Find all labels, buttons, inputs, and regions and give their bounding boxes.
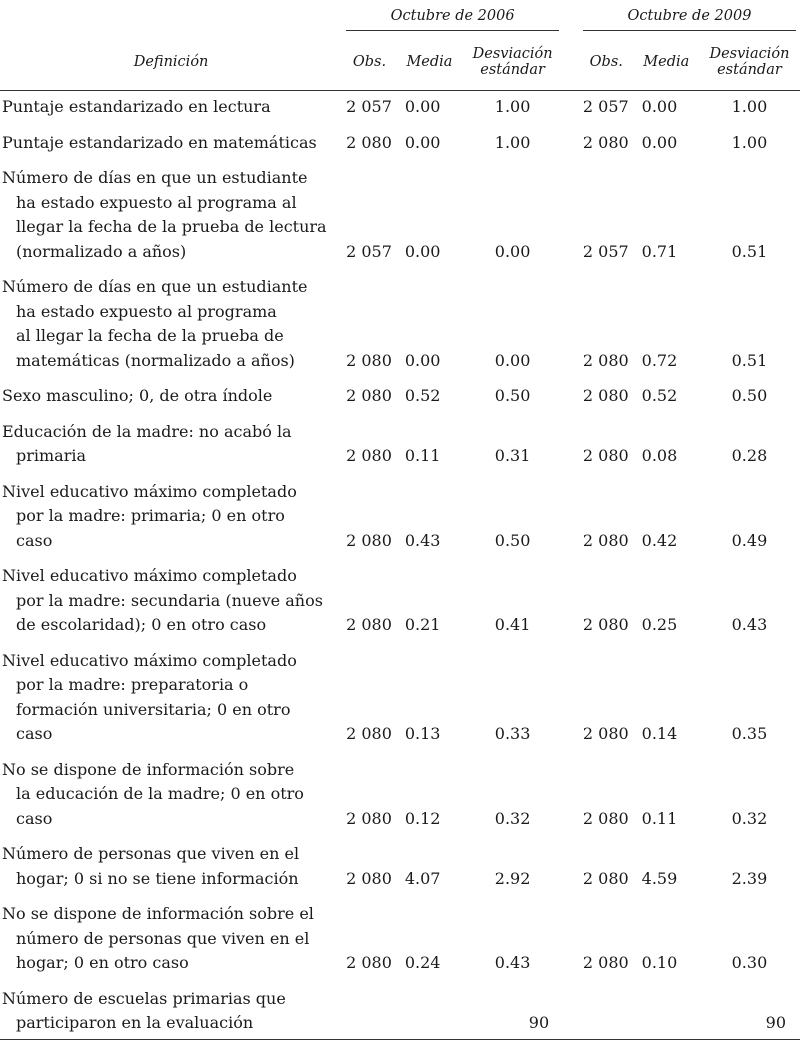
obs-2006: 2 080 (346, 808, 392, 828)
obs-2006: 2 080 (346, 386, 392, 405)
obs-2006: 2 057 (346, 97, 392, 116)
mean-2009: 0.25 (641, 615, 678, 634)
column-gap (563, 752, 579, 837)
sd-2009: 1.00 (731, 132, 768, 152)
column-gap (563, 896, 579, 981)
mean-2009: 0.11 (641, 808, 678, 828)
sd-2009: 0.35 (731, 724, 768, 743)
sd-2009: 2.39 (731, 868, 768, 888)
mean-2006: 4.07 (404, 868, 441, 888)
obs-2006: 2 080 (346, 132, 392, 152)
obs-2009: 2 080 (582, 132, 629, 152)
column-gap (563, 414, 579, 474)
obs-2009: 2 080 (582, 615, 629, 634)
obs-header-2006: Obs. (342, 34, 397, 91)
sd-2009: 0.28 (731, 446, 768, 465)
sd-2006: 2.92 (494, 868, 531, 888)
variable-definition: Puntaje estandarizado en matemáticas (2, 132, 317, 152)
table-row (0, 378, 800, 414)
sd-2006: 1.00 (494, 132, 531, 152)
obs-2006: 2 080 (346, 868, 392, 888)
sd-2009: 0.50 (731, 386, 768, 405)
column-gap (563, 125, 579, 161)
mean-2009: 0.10 (641, 953, 678, 972)
table-row (0, 414, 800, 474)
mean-2006: 0.12 (404, 808, 441, 828)
sd-2009: 0.49 (731, 530, 768, 550)
table-row (0, 643, 800, 752)
variable-definition: Número de personas que viven en el hogar; 0 si no se tiene información (2, 844, 300, 888)
obs-2009: 2 080 (582, 350, 629, 370)
sd-2006: 0.00 (494, 241, 531, 261)
column-gap (563, 160, 579, 269)
sd-2006: 0.00 (494, 350, 531, 370)
obs-2009: 2 080 (582, 808, 629, 828)
mean-2009: 4.59 (641, 868, 678, 888)
mean-2009: 0.00 (641, 97, 678, 116)
sd-2006: 0.41 (494, 615, 531, 634)
mean-2006: 0.11 (404, 446, 441, 465)
column-gap (563, 474, 579, 559)
sd-2006: 0.31 (494, 446, 531, 465)
mean-2009: 0.71 (641, 241, 678, 261)
mean-2006: 0.00 (404, 132, 441, 152)
mean-2009: 0.42 (641, 530, 678, 550)
column-gap (563, 836, 579, 896)
column-gap (563, 643, 579, 752)
column-gap (563, 981, 579, 1040)
sd-2009: 0.43 (731, 615, 768, 634)
table-row (0, 752, 800, 837)
mean-2009: 0.52 (641, 386, 678, 405)
sd-2009: 0.32 (731, 808, 768, 828)
obs-2009: 2 080 (582, 446, 629, 465)
mean-2006: 0.52 (404, 386, 441, 405)
obs-header-2009: Obs. (579, 34, 634, 91)
obs-2006: 2 080 (346, 615, 392, 634)
period-2009-header: Octubre de 2009 (579, 4, 800, 34)
mean-header-2006: Media (397, 34, 462, 91)
column-gap (563, 91, 579, 125)
variable-definition: Nivel educativo máximo completado por la madre: primaria; 0 en otro caso (2, 481, 297, 550)
sd-2006: 0.32 (494, 808, 531, 828)
mean-header-2009: Media (634, 34, 699, 91)
variable-definition: Puntaje estandarizado en lectura (2, 97, 271, 116)
sd-2006: 0.50 (494, 386, 531, 405)
obs-2009: 2 080 (582, 530, 629, 550)
obs-2009: 2 080 (582, 868, 629, 888)
mean-2006: 0.21 (404, 615, 441, 634)
variable-definition: Educación de la madre: no acabó la primaria (2, 421, 292, 465)
schools-count-2006: 90 (342, 981, 563, 1040)
table-body (0, 91, 800, 1040)
table-row (0, 896, 800, 981)
sd-2009: 0.51 (731, 350, 768, 370)
obs-2009: 2 080 (582, 386, 629, 405)
sd-header-2006: Desviación estándar (462, 34, 563, 91)
column-gap (563, 558, 579, 643)
mean-2006: 0.00 (404, 350, 441, 370)
obs-2006: 2 080 (346, 350, 392, 370)
sd-2006: 1.00 (494, 97, 531, 116)
column-gap (563, 269, 579, 378)
obs-2006: 2 080 (346, 530, 392, 550)
mean-2006: 0.00 (404, 241, 441, 261)
period-2006-header: Octubre de 2006 (342, 4, 563, 34)
obs-2009: 2 057 (582, 97, 629, 116)
table-row (0, 125, 800, 161)
table-row (0, 558, 800, 643)
obs-2006: 2 080 (346, 724, 392, 743)
variable-definition: No se dispone de información sobre la educación de la madre; 0 en otro caso (2, 759, 304, 828)
table-row (0, 474, 800, 559)
table-row (0, 836, 800, 896)
definition-header: Definición (0, 34, 342, 91)
obs-2006: 2 057 (346, 241, 392, 261)
table-row-schools (0, 981, 800, 1040)
sd-2009: 0.51 (731, 241, 768, 261)
mean-2006: 0.24 (404, 953, 441, 972)
sd-2006: 0.33 (494, 724, 531, 743)
mean-2009: 0.72 (641, 350, 678, 370)
variable-definition: No se dispone de información sobre el número de personas que viven en el hogar; 0 en otro caso (2, 904, 314, 972)
mean-2009: 0.08 (641, 446, 678, 465)
obs-2009: 2 080 (582, 724, 629, 743)
mean-2009: 0.00 (641, 132, 678, 152)
descriptive-stats-table (0, 4, 800, 1040)
obs-2006: 2 080 (346, 953, 392, 972)
obs-2006: 2 080 (346, 446, 392, 465)
table-row (0, 91, 800, 125)
schools-count-2009: 90 (579, 981, 800, 1040)
variable-definition: Número de escuelas primarias que participaron en la evaluación (0, 981, 342, 1040)
table-row (0, 160, 800, 269)
mean-2006: 0.43 (404, 530, 441, 550)
obs-2009: 2 057 (582, 241, 629, 261)
variable-definition: Sexo masculino; 0, de otra índole (2, 386, 273, 405)
variable-definition: Nivel educativo máximo completado por la madre: preparatoria o formación universitaria; 0 en otro caso (2, 650, 297, 743)
variable-definition: Número de días en que un estudiante ha estado expuesto al programa al llegar la fecha de la prueba de matemáticas (normalizado a años) (2, 277, 308, 370)
sd-2009: 1.00 (731, 97, 768, 116)
obs-2009: 2 080 (582, 953, 629, 972)
mean-2009: 0.14 (641, 724, 678, 743)
sd-header-2009: Desviación estándar (699, 34, 800, 91)
variable-definition: Nivel educativo máximo completado por la madre: secundaria (nueve años de escolaridad); 0 en otro caso (2, 566, 323, 634)
variable-definition: Número de días en que un estudiante ha estado expuesto al programa al llegar la fecha de la prueba de lectura (normalizado a años) (2, 168, 327, 261)
sd-2009: 0.30 (731, 953, 768, 972)
sd-2006: 0.43 (494, 953, 531, 972)
column-gap (563, 378, 579, 414)
mean-2006: 0.13 (404, 724, 441, 743)
sd-2006: 0.50 (494, 530, 531, 550)
mean-2006: 0.00 (404, 97, 441, 116)
table-row (0, 269, 800, 378)
